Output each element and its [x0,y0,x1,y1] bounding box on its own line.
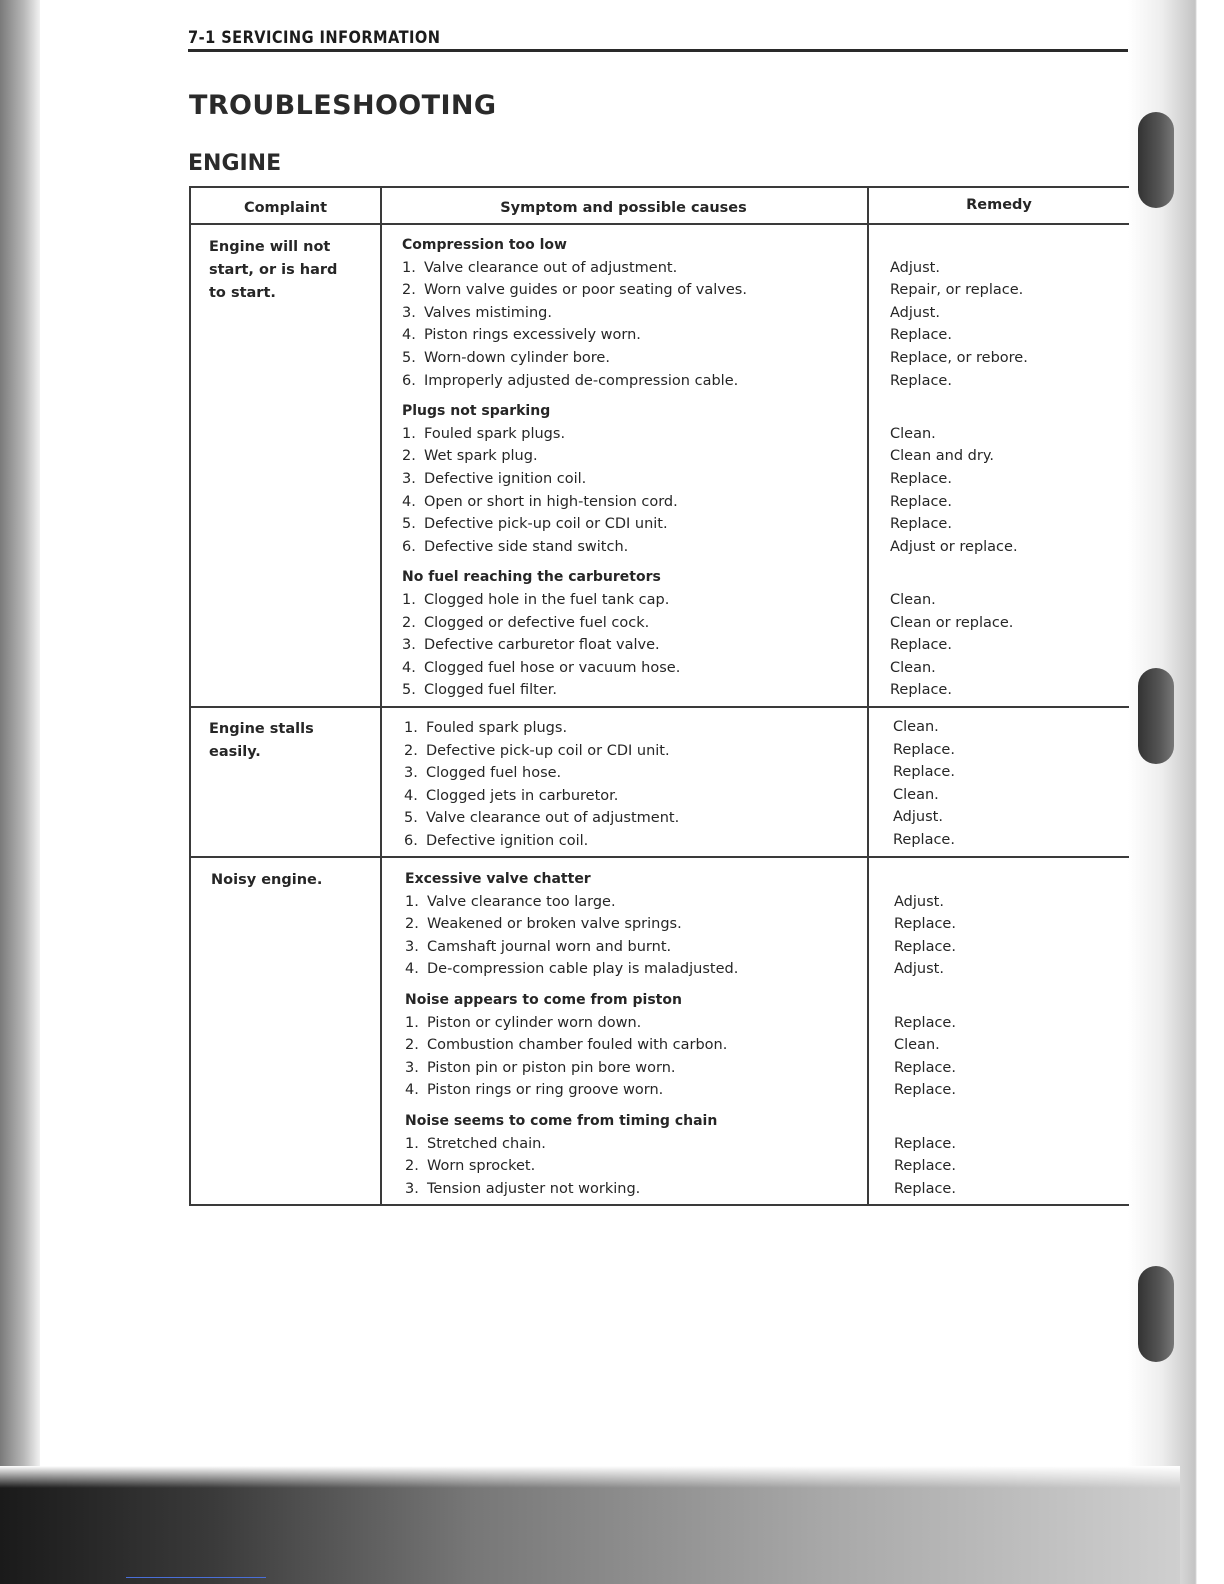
cause-item: 3. Clogged fuel hose. [404,765,562,782]
cause-item: 2. Worn sprocket. [405,1158,536,1175]
row-divider [191,856,1129,858]
remedy-item: Replace. [893,741,955,758]
remedy-group [890,400,1028,558]
cause-item: 2. Clogged or defective fuel cock. [402,614,650,631]
column-divider [380,188,382,1204]
remedy-item: Replace. [893,831,955,848]
remedy-item: Replace. [894,1014,956,1031]
remedy-group [890,234,1028,392]
remedy-item: Replace. [890,637,952,654]
cause-item: 5. Clogged fuel filter. [402,682,558,699]
cause-group-title: Noise seems to come from timing chain [405,1112,718,1129]
cause-group-title: Excessive valve chatter [405,871,591,887]
cause-item: 4. Open or short in high-tension cord. [402,493,678,510]
remedy-item: Replace. [894,1180,956,1197]
cause-item: 4. De-compression cable play is maladjusted. [405,961,739,978]
column-header-symptom: Symptom and possible causes [500,200,747,216]
cause-item: 1. Fouled spark plugs. [404,720,568,736]
cause-item: 1. Valve clearance too large. [405,893,616,910]
cause-group [402,400,747,558]
section-title: ENGINE [188,151,282,176]
remedy-item: Replace. [894,1059,956,1076]
cause-group [405,868,738,981]
cause-group-title: Compression too low [402,237,567,253]
cause-group [405,989,738,1102]
cause-item: 1. Clogged hole in the fuel tank cap. [402,591,670,608]
remedy-item: Adjust or replace. [890,538,1018,555]
running-head: 7-1 SERVICING INFORMATION [188,28,441,48]
cause-group [402,566,747,702]
cause-group [405,1110,738,1200]
scan-underline-mark [126,1577,266,1578]
remedy-item: Clean or replace. [890,614,1014,631]
scan-left-shadow [0,0,40,1584]
remedy-cell [894,868,956,1208]
remedy-item: Replace. [893,764,955,781]
cause-item: 3. Tension adjuster not working. [405,1180,641,1197]
cause-item: 1. Fouled spark plugs. [402,425,566,442]
symptom-cell [402,234,747,710]
remedy-item: Replace. [894,1135,956,1152]
header-row-divider [191,223,1129,225]
remedy-item: Adjust. [894,961,944,978]
remedy-item: Replace. [890,682,952,699]
cause-item: 3. Defective ignition coil. [402,470,587,487]
cause-group-title: Plugs not sparking [402,403,551,420]
cause-item: 2. Combustion chamber fouled with carbon. [405,1037,728,1054]
cause-group-title: No fuel reaching the carburetors [402,569,661,586]
troubleshooting-table [189,186,1129,1206]
cause-item: 5. Valve clearance out of adjustment. [404,810,680,827]
remedy-item: Adjust. [894,893,944,910]
remedy-item: Adjust. [890,304,940,321]
remedy-item: Replace. [894,1082,956,1099]
remedy-cell [893,716,955,852]
cause-item: 3. Defective carburetor float valve. [402,637,660,654]
cause-item: 3. Camshaft journal worn and burnt. [405,938,672,955]
cause-item: 5. Defective pick-up coil or CDI unit. [402,516,668,533]
remedy-item: Replace. [890,470,952,487]
complaint-cell: Noisy engine. [211,872,323,888]
cause-item: 6. Defective ignition coil. [404,832,589,849]
cause-item: 3. Valves mistiming. [402,304,552,321]
column-divider [867,188,869,1204]
cause-item: 1. Valve clearance out of adjustment. [402,259,678,276]
binder-ring-icon [1138,668,1174,764]
binder-ring-icon [1138,112,1174,208]
remedy-group [894,1110,956,1200]
symptom-cell [404,717,679,853]
complaint-cell: Engine stalls easily. [209,721,314,760]
complaint-cell: Engine will not start, or is hard to start. [209,239,338,301]
remedy-item: Replace. [890,493,952,510]
remedy-item: Clean and dry. [890,448,994,465]
remedy-item: Replace. [890,372,952,389]
cause-item: 6. Defective side stand switch. [402,538,629,555]
remedy-item: Clean. [893,719,939,735]
cause-item: 1. Piston or cylinder worn down. [405,1014,642,1031]
binder-ring-icon [1138,1266,1174,1362]
remedy-item: Replace, or rebore. [890,349,1028,366]
remedy-item: Replace. [894,1158,956,1175]
cause-item: 6. Improperly adjusted de-compression cable. [402,372,739,389]
remedy-item: Replace. [894,916,956,933]
page-title: TROUBLESHOOTING [189,90,497,121]
symptom-cell [405,868,738,1208]
scan-bottom-shadow [0,1466,1180,1584]
remedy-group [890,566,1028,702]
remedy-item: Clean. [890,659,936,676]
cause-group-title: Noise appears to come from piston [405,991,682,1008]
remedy-item: Repair, or replace. [890,282,1024,299]
cause-item: 5. Worn-down cylinder bore. [402,349,610,366]
cause-item: 4. Piston rings excessively worn. [402,327,641,344]
remedy-group [894,989,956,1102]
remedy-item: Clean. [890,425,936,442]
cause-item: 2. Weakened or broken valve springs. [405,916,682,933]
column-header-remedy: Remedy [966,197,1032,213]
cause-item: 2. Defective pick-up coil or CDI unit. [404,742,670,759]
remedy-item: Clean. [893,786,939,803]
remedy-item: Adjust. [893,809,943,826]
cause-group [402,234,747,392]
cause-item: 4. Clogged jets in carburetor. [404,787,619,804]
cause-item: 2. Wet spark plug. [402,448,538,465]
column-header-complaint: Complaint [243,200,328,216]
remedy-item: Replace. [890,327,952,344]
remedy-item: Adjust. [890,259,940,276]
remedy-item: Clean. [890,591,936,608]
remedy-item: Replace. [894,938,956,955]
header-rule [188,49,1128,52]
cause-item: 4. Clogged fuel hose or vacuum hose. [402,659,681,676]
remedy-cell [890,234,1028,710]
cause-item: 1. Stretched chain. [405,1135,546,1152]
remedy-group [894,868,956,981]
cause-item: 3. Piston pin or piston pin bore worn. [405,1059,676,1076]
remedy-item: Replace. [890,516,952,533]
cause-item: 2. Worn valve guides or poor seating of valves. [402,282,747,299]
cause-item: 4. Piston rings or ring groove worn. [405,1082,664,1099]
remedy-item: Clean. [894,1037,940,1054]
